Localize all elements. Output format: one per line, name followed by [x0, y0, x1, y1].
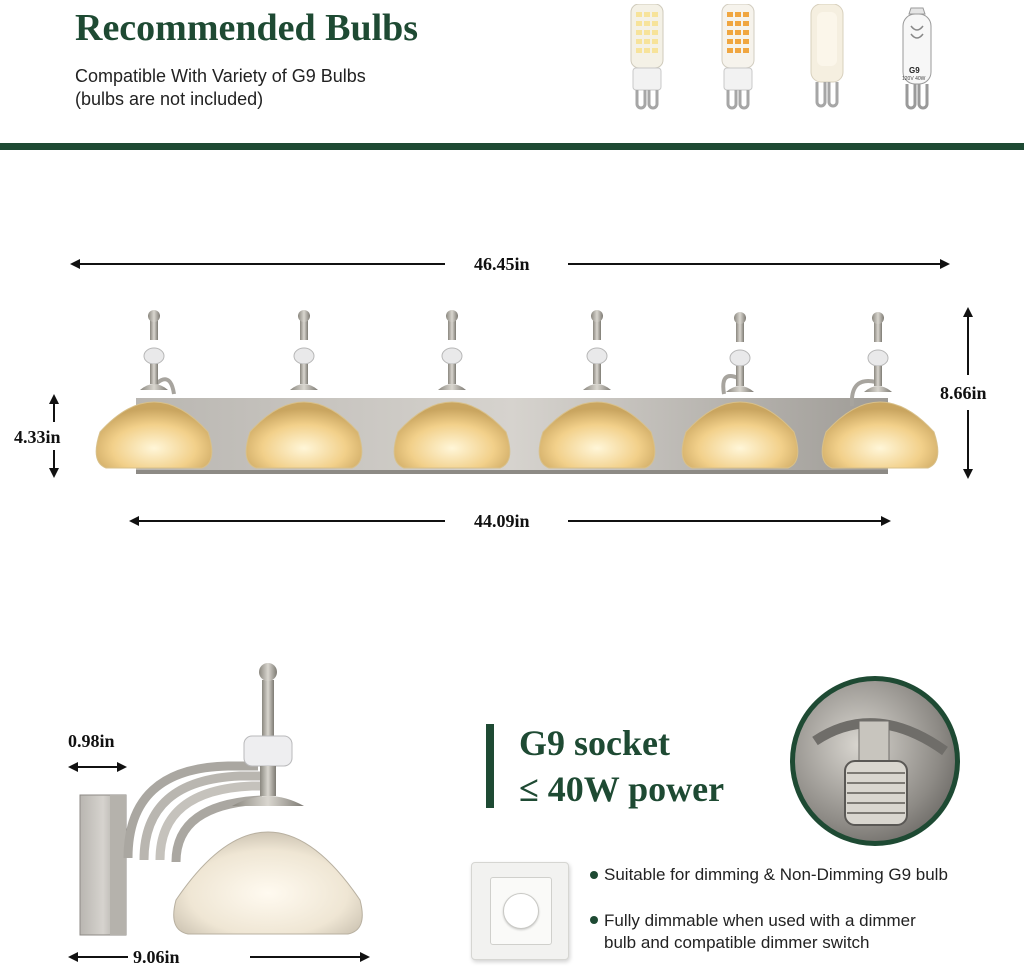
- bulb-label-spec: 120V 40W: [902, 76, 926, 82]
- compatibility-text: Compatible With Variety of G9 Bulbs: [75, 66, 366, 86]
- lamp-5: [682, 312, 798, 468]
- lamp-1: [96, 310, 212, 468]
- accent-bar: [486, 724, 494, 808]
- lamp-4: [539, 310, 655, 468]
- overall-height-label: 8.66in: [940, 383, 987, 403]
- bullet-icon: [590, 871, 598, 879]
- bulbs-not-included-note: (bulbs are not included): [75, 89, 264, 109]
- dimmer-switch-image: [471, 862, 569, 960]
- bullet-icon: [590, 916, 598, 924]
- backplate-width-label: 44.09in: [474, 511, 530, 531]
- lamp-2: [246, 310, 362, 468]
- feature-dimming-compat: Suitable for dimming & Non-Dimming G9 bulb: [604, 865, 948, 884]
- dimmer-knob-icon: [503, 893, 539, 929]
- lamp-3: [394, 310, 510, 468]
- backplate-height-label: 4.33in: [14, 427, 61, 447]
- feature-fully-dimmable-line2: bulb and compatible dimmer switch: [604, 933, 870, 952]
- side-view: [70, 663, 368, 957]
- socket-icon: [795, 681, 955, 841]
- extension-label: 9.06in: [133, 947, 180, 967]
- feature-fully-dimmable-line1: Fully dimmable when used with a dimmer: [604, 911, 916, 930]
- bulb-label-g9: G9: [909, 66, 920, 75]
- backplate-depth-label: 0.98in: [68, 731, 115, 751]
- socket-type: G9 socket: [519, 723, 670, 763]
- page-title: Recommended Bulbs: [75, 7, 419, 49]
- overall-width-label: 46.45in: [474, 254, 530, 274]
- lamp-6: [822, 312, 938, 468]
- socket-closeup-photo: [790, 676, 960, 846]
- socket-heading: [519, 720, 724, 812]
- power-rating: ≤ 40W power: [519, 769, 725, 809]
